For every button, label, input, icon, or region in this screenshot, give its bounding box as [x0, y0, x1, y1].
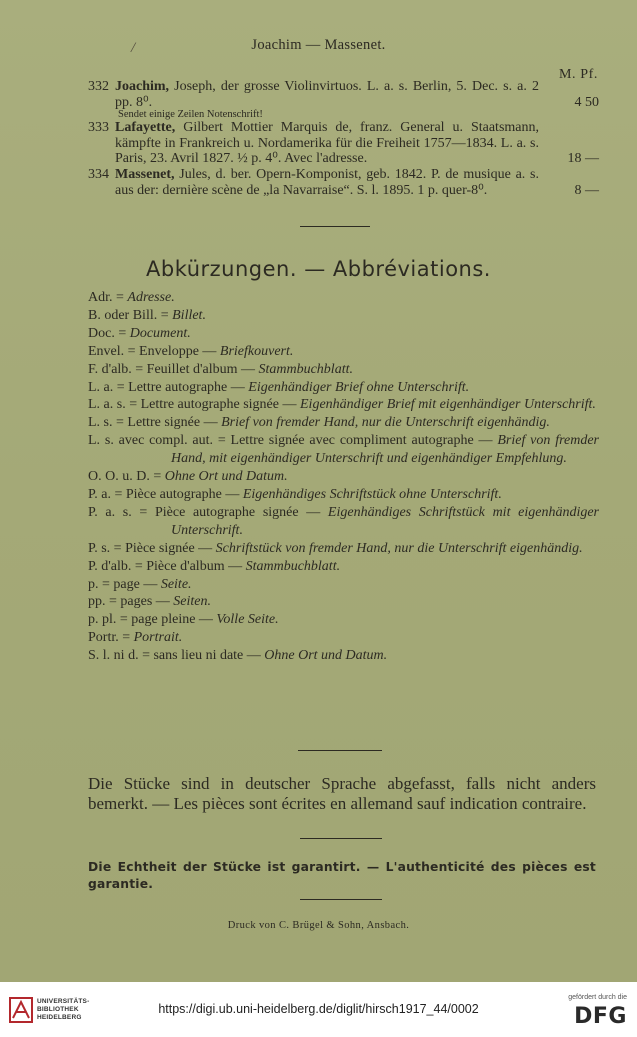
abbreviation-entry — [88, 540, 599, 558]
running-head: Joachim — Massenet. — [251, 37, 386, 53]
abbreviation-term: Envel. = Enveloppe — — [88, 343, 220, 359]
abbreviation-german: Brief von fremder Hand, mit eigenhändiger Unterschrift und eigenhändiger Empfehlung. — [171, 433, 600, 467]
abbreviation-german: Stammbuchblatt. — [258, 361, 353, 377]
abbreviation-german: Eigenhändiger Brief mit eigenhändiger Unterschrift. — [300, 397, 596, 413]
abbreviation-term: pp. = pages — — [88, 594, 174, 610]
lot-description: Joseph, der grosse Violinvirtuos. L. a. s. Berlin, 5. Dec. s. a. 2 pp. 8⁰. — [115, 79, 539, 110]
abbreviation-entry — [88, 396, 599, 414]
abbreviation-entry — [88, 432, 599, 468]
abbreviation-term: Doc. = — [88, 325, 130, 341]
authenticity-note: Die Echtheit der Stücke ist garantirt. — L'authenticité des pièces est garantie. — [88, 860, 596, 891]
section-title: Abkürzungen. — Abbréviations. — [146, 257, 491, 281]
abbreviation-entry — [88, 379, 599, 397]
abbreviation-term: L. a. = Lettre autographe — — [88, 379, 249, 395]
lot-name: Lafayette, — [115, 120, 176, 136]
abbreviation-entry — [88, 504, 599, 540]
printer-imprint: Druck von C. Brügel & Sohn, Ansbach. — [227, 920, 410, 931]
library-name-line: UNIVERSITÄTS- — [37, 998, 90, 1005]
lot-price: 4 50 — [574, 94, 599, 110]
divider-rule — [300, 838, 382, 839]
abbreviation-entry — [88, 325, 599, 343]
abbreviation-entry — [88, 486, 599, 504]
abbreviation-term: B. oder Bill. = — [88, 307, 173, 323]
lot-price: 8 — — [574, 182, 599, 198]
abbreviation-german: Seite. — [160, 576, 192, 592]
abbreviation-term: P. s. = Pièce signée — — [88, 540, 216, 556]
abbreviation-term: P. d'alb. = Pièce d'album — — [88, 558, 246, 574]
library-name-line: HEIDELBERG — [37, 1014, 82, 1021]
abbreviation-term: O. O. u. D. = — [88, 469, 165, 485]
lot-entry — [88, 120, 599, 167]
abbreviation-german: Ohne Ort und Datum. — [164, 469, 288, 485]
abbreviation-entry — [88, 468, 599, 486]
abbreviation-term: P. a. s. = Pièce autographe signée — — [88, 504, 328, 520]
abbreviation-term: p. pl. = page pleine — — [88, 612, 217, 628]
abbreviation-german: Brief von fremder Hand, nur die Unterschrift eigenhändig. — [221, 415, 550, 431]
abbreviation-entry — [88, 576, 599, 594]
abbreviation-term: Adr. = — [88, 290, 128, 305]
abbreviation-term: L. s. avec compl. aut. = Lettre signée avec compliment autographe — — [88, 433, 498, 449]
abbreviation-german: Seiten. — [173, 594, 211, 610]
abbreviation-entry — [88, 414, 599, 432]
abbreviation-entry — [88, 289, 599, 307]
abbreviation-german: Ohne Ort und Datum. — [264, 648, 388, 664]
abbreviation-german: Stammbuchblatt. — [245, 558, 341, 574]
lot-number: 332 — [88, 79, 109, 94]
abbreviation-term: F. d'alb. = Feuillet d'album — — [88, 361, 259, 377]
lot-price: 18 — — [567, 151, 599, 167]
abbreviation-german: Eigenhändiges Schriftstück ohne Unterschrift. — [242, 486, 502, 502]
dfg-logo: DFG — [574, 1004, 627, 1029]
lot-entry — [88, 167, 599, 198]
abbreviation-entry — [88, 361, 599, 379]
abbreviation-term: P. a. = Pièce autographe — — [88, 486, 243, 502]
abbreviation-german: Volle Seite. — [216, 612, 279, 628]
permalink-url[interactable]: https://digi.ub.uni-heidelberg.de/diglit/hirsch1917_44/0002 — [158, 1002, 479, 1016]
pencil-mark: / — [131, 40, 136, 56]
lot-note: Sendet einige Zeilen Notenschrift! — [118, 109, 263, 121]
lot-entry — [88, 79, 599, 120]
divider-rule — [298, 750, 382, 751]
funded-by-label: gefördert durch die — [568, 994, 627, 1001]
abbreviation-term: L. s. = Lettre signée — — [88, 415, 222, 431]
abbreviation-entry — [88, 629, 599, 647]
abbreviation-german: Briefkouvert. — [219, 343, 294, 359]
abbreviation-entry — [88, 343, 599, 361]
abbreviation-german: Eigenhändiges Schriftstück mit eigenhändiger Unterschrift. — [171, 504, 599, 538]
currency-header: M. Pf. — [559, 67, 598, 82]
library-name-line: BIBLIOTHEK — [37, 1006, 79, 1013]
abbreviation-term: Portr. = — [88, 630, 134, 646]
lot-number: 333 — [88, 120, 109, 136]
abbreviation-german: Billet. — [172, 307, 206, 323]
lot-number: 334 — [88, 166, 109, 182]
abbreviation-term: S. l. ni d. = sans lieu ni date — — [88, 648, 265, 664]
abbreviation-german: Adresse. — [127, 290, 175, 305]
abbreviation-entry — [88, 558, 599, 576]
abbreviation-german: Portrait. — [133, 630, 183, 646]
abbreviation-german: Eigenhändiger Brief ohne Unterschrift. — [248, 379, 470, 395]
abbreviation-term: L. a. s. = Lettre autographe signée — — [88, 397, 300, 413]
viewer-footer — [0, 982, 637, 1037]
lot-description: Gilbert Mottier Marquis de, franz. General u. Staatsmann, kämpfte in Frankreich u. Nordamerika für die Freiheit 1757—1834. L. a. s. Paris, 23. Avril 1827. ½ p. 4⁰. Avec l'adresse. — [115, 120, 539, 167]
abbreviation-entry — [88, 307, 599, 325]
divider-rule — [300, 899, 382, 900]
lot-list — [88, 79, 599, 198]
abbreviation-entry — [88, 647, 599, 665]
abbreviation-list — [88, 289, 599, 665]
lot-name: Massenet, — [115, 166, 175, 182]
language-note: Die Stücke sind in deutscher Sprache abgefasst, falls nicht anders bemerkt. — Les pièces sont écrites en allemand sauf indication contraire. — [88, 774, 596, 813]
abbreviation-german: Schriftstück von fremder Hand, nur die Unterschrift eigenhändig. — [215, 540, 583, 556]
abbreviation-entry — [88, 593, 599, 611]
abbreviation-entry — [88, 611, 599, 629]
divider-rule — [300, 226, 370, 227]
lot-description: Jules, d. ber. Opern-Komponist, geb. 1842. P. de musique a. s. aus der: dernière scène de „la Navarraise“. S. l. 1895. 1 p. quer-8⁰. — [115, 166, 539, 198]
abbreviation-term: p. = page — — [88, 576, 161, 592]
abbreviation-german: Document. — [129, 325, 191, 341]
lot-name: Joachim, — [115, 79, 170, 94]
